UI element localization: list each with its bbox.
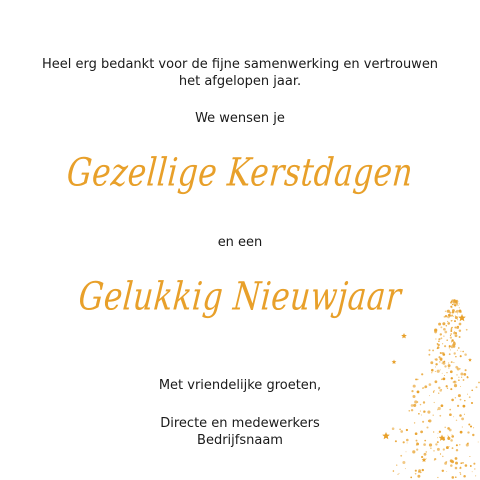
sparkle-dot (442, 362, 445, 365)
sparkle-dot (424, 453, 427, 456)
sparkle-dot (430, 361, 433, 364)
sparkle-dot (451, 328, 452, 329)
sparkle-dot (457, 350, 458, 351)
sparkle-dot (440, 333, 442, 335)
sparkle-dot (447, 321, 448, 322)
sparkle-dot (411, 409, 413, 411)
sparkle-dot (437, 343, 439, 345)
sparkle-dot (455, 467, 458, 470)
sparkle-dot (454, 331, 455, 332)
sparkle-dot (450, 459, 453, 462)
sparkle-dot (455, 334, 458, 337)
sparkle-dot (435, 339, 436, 340)
sparkle-dot (455, 462, 458, 465)
sparkle-dot (435, 371, 436, 372)
sparkle-dot (441, 404, 444, 407)
sparkle-star-icon (401, 333, 407, 338)
sparkle-dot (408, 410, 410, 412)
sparkle-dot (457, 368, 460, 371)
sparkle-dot (460, 473, 461, 474)
sparkle-dot (448, 364, 451, 367)
signature-line-1: Directe en medewerkers (160, 416, 320, 431)
sparkle-dot (450, 349, 451, 350)
sparkle-dot (443, 328, 446, 331)
sparkle-dot (431, 372, 432, 373)
sparkle-dot (464, 400, 466, 402)
sparkle-dot (422, 469, 424, 471)
sparkle-dot (472, 471, 473, 472)
newyear-greeting: Gelukkig Nieuwjaar (76, 274, 404, 320)
sparkle-dot (448, 362, 449, 363)
sparkle-dot (435, 363, 437, 365)
sparkle-dot (415, 470, 417, 472)
sparkle-dot (431, 369, 434, 372)
sparkle-dot (455, 476, 457, 478)
intro-line-1: Heel erg bedankt voor de fijne samenwerking en vertrouwen (41, 57, 439, 72)
sparkle-dot (440, 359, 442, 361)
sparkle-dot (438, 344, 440, 346)
sparkle-dot (450, 464, 453, 467)
sparkle-dot (417, 401, 419, 403)
sparkle-dot (424, 411, 426, 413)
sparkle-dot (450, 330, 452, 332)
sparkle-dot (454, 352, 456, 354)
sparkle-dot (460, 399, 462, 401)
sparkle-dot (439, 357, 442, 360)
sparkle-dot (465, 464, 468, 467)
sparkle-dot (449, 347, 450, 348)
sparkle-dot (420, 404, 421, 405)
sparkle-dot (438, 356, 440, 358)
sparkle-dot (441, 363, 442, 364)
sparkle-dot (451, 399, 454, 402)
sparkle-dot (440, 352, 442, 354)
sparkle-dot (435, 358, 438, 361)
sparkle-dot (418, 469, 421, 472)
sparkle-dot (452, 476, 455, 479)
sparkle-dot (457, 326, 459, 328)
sparkle-dot (451, 339, 453, 341)
sparkle-dot (423, 401, 425, 403)
sparkle-dot (412, 450, 415, 453)
sparkle-dot (402, 461, 405, 464)
sparkle-dot (458, 347, 460, 349)
sparkle-dot (459, 323, 462, 326)
sparkle-dot (463, 405, 466, 408)
sparkle-dot (432, 349, 434, 351)
sparkle-dot (453, 342, 456, 345)
sparkle-dot (450, 370, 453, 373)
sparkle-dot (463, 373, 466, 376)
sparkle-dot (450, 333, 451, 334)
sparkle-dot (451, 361, 453, 363)
sparkle-dot (421, 373, 423, 375)
sparkle-dot (441, 352, 443, 354)
sparkle-dot (414, 400, 417, 403)
sparkle-dot (453, 332, 456, 335)
sparkle-dot (435, 366, 436, 367)
sparkle-dot (412, 395, 415, 398)
sparkle-dot (437, 370, 440, 373)
sparkle-dot (438, 338, 440, 340)
sparkle-dot (462, 351, 463, 352)
sparkle-dot (453, 362, 454, 363)
sparkle-dot (440, 453, 441, 454)
sparkle-dot (444, 462, 447, 465)
closing-text: Met vriendelijke groeten, (158, 378, 322, 393)
sparkle-dot (444, 345, 446, 347)
sparkle-dot (426, 458, 427, 459)
sparkle-dot (469, 456, 470, 457)
sparkle-dot (455, 457, 458, 460)
sparkle-dot (446, 325, 447, 326)
sparkle-dot (445, 461, 447, 463)
sparkle-dot (471, 402, 473, 404)
wish-line: We wensen je (195, 111, 285, 126)
sparkle-dot (417, 475, 420, 478)
sparkle-dot (442, 343, 443, 344)
sparkle-dot (435, 332, 436, 333)
sparkle-dot (460, 462, 462, 464)
sparkle-star-icon (468, 358, 472, 362)
sparkle-dot (411, 404, 414, 407)
sparkle-dot (449, 409, 451, 411)
sparkle-dot (413, 404, 416, 407)
sparkle-dot (442, 353, 445, 356)
sparkle-dot (455, 356, 456, 357)
sparkle-dot (456, 326, 459, 329)
sparkle-dot (410, 477, 412, 479)
sparkle-dot (434, 458, 436, 460)
sparkle-star-icon (422, 458, 427, 463)
sparkle-dot (442, 456, 444, 458)
sparkle-dot (444, 352, 445, 353)
sparkle-dot (444, 365, 446, 367)
sparkle-dot (420, 471, 422, 473)
christmas-greeting: Gezellige Kerstdagen (65, 150, 415, 196)
sparkle-dot (473, 463, 475, 465)
sparkle-dot (421, 456, 423, 458)
sparkle-dot (442, 470, 444, 472)
sparkle-dot (444, 375, 445, 376)
sparkle-dot (458, 394, 461, 397)
sparkle-dot (443, 335, 444, 336)
sparkle-dot (459, 330, 461, 332)
sparkle-dot (439, 361, 441, 363)
signature-line-2: Bedrijfsnaam (197, 433, 283, 448)
sparkle-dot (400, 455, 402, 457)
sparkle-dot (442, 361, 444, 363)
sparkle-dot (470, 465, 472, 467)
sparkle-dot (437, 346, 440, 349)
sparkle-dot (465, 369, 467, 371)
sparkle-dot (425, 451, 427, 453)
sparkle-dot (442, 373, 443, 374)
sparkle-dot (440, 369, 441, 370)
sparkle-dot (433, 450, 434, 451)
sparkle-dot (453, 341, 455, 343)
sparkle-dot (451, 460, 454, 463)
sparkle-dot (452, 343, 455, 346)
sparkle-dot (428, 354, 430, 356)
sparkle-dot (438, 407, 441, 410)
sparkle-dot (434, 359, 435, 360)
sparkle-dot (451, 327, 453, 329)
sparkle-dot (450, 336, 452, 338)
sparkle-dot (459, 368, 460, 369)
sparkle-dot (423, 410, 426, 413)
sparkle-dot (446, 471, 447, 472)
sparkle-dot (435, 371, 436, 372)
sparkle-dot (440, 326, 442, 328)
sparkle-dot (434, 330, 437, 333)
intro-line-2: het afgelopen jaar. (178, 74, 302, 89)
sparkle-dot (460, 373, 463, 376)
sparkle-dot (434, 329, 437, 332)
sparkle-dot (475, 475, 476, 476)
sparkle-dot (444, 331, 447, 334)
sparkle-dot (434, 460, 435, 461)
sparkle-dot (459, 472, 460, 473)
sparkle-dot (420, 411, 421, 412)
sparkle-dot (434, 402, 435, 403)
sparkle-star-icon (392, 360, 397, 365)
sparkle-dot (456, 374, 457, 375)
sparkle-dot (448, 367, 449, 368)
sparkle-dot (397, 474, 398, 475)
sparkle-dot (459, 336, 461, 338)
sparkle-dot (474, 468, 475, 469)
sparkle-dot (454, 326, 456, 328)
sparkle-dot (446, 372, 447, 373)
sparkle-dot (447, 322, 450, 325)
sparkle-dot (438, 323, 441, 326)
sparkle-dot (405, 468, 406, 469)
sparkle-dot (449, 353, 451, 355)
sparkle-dot (429, 395, 430, 396)
sparkle-dot (450, 335, 451, 336)
sparkle-dot (437, 409, 438, 410)
sparkle-dot (415, 473, 417, 475)
sparkle-dot (429, 349, 431, 351)
sparkle-dot (453, 345, 456, 348)
sparkle-dot (449, 345, 451, 347)
sparkle-dot (455, 332, 457, 334)
sparkle-dot (456, 333, 457, 334)
sparkle-dot (469, 396, 471, 398)
sparkle-dot (451, 345, 454, 348)
sparkle-dot (427, 411, 430, 414)
sparkle-dot (440, 337, 442, 339)
sparkle-dot (396, 464, 397, 465)
connector-text: en een (217, 235, 263, 250)
sparkle-dot (460, 355, 462, 357)
sparkle-dot (463, 351, 464, 352)
sparkle-dot (447, 321, 448, 322)
sparkle-dot (438, 340, 440, 342)
sparkle-dot (451, 329, 453, 331)
sparkle-dot (418, 471, 420, 473)
sparkle-dot (460, 467, 461, 468)
sparkle-dot (444, 361, 446, 363)
sparkle-dot (437, 348, 438, 349)
sparkle-dot (393, 470, 395, 472)
sparkle-dot (399, 473, 400, 474)
sparkle-dot (464, 353, 467, 356)
sparkle-dot (461, 463, 462, 464)
sparkle-dot (457, 405, 459, 407)
sparkle-dot (451, 341, 452, 342)
sparkle-dot (466, 329, 468, 331)
sparkle-dot (437, 477, 438, 478)
sparkle-dot (442, 322, 445, 325)
sparkle-dot (455, 366, 458, 369)
sparkle-dot (455, 397, 456, 398)
sparkle-dot (460, 351, 461, 352)
sparkle-dot (462, 462, 464, 464)
sparkle-dot (463, 475, 466, 478)
sparkle-dot (446, 339, 448, 341)
sparkle-dot (406, 451, 407, 452)
sparkle-dot (456, 449, 458, 451)
sparkle-dot (459, 467, 461, 469)
